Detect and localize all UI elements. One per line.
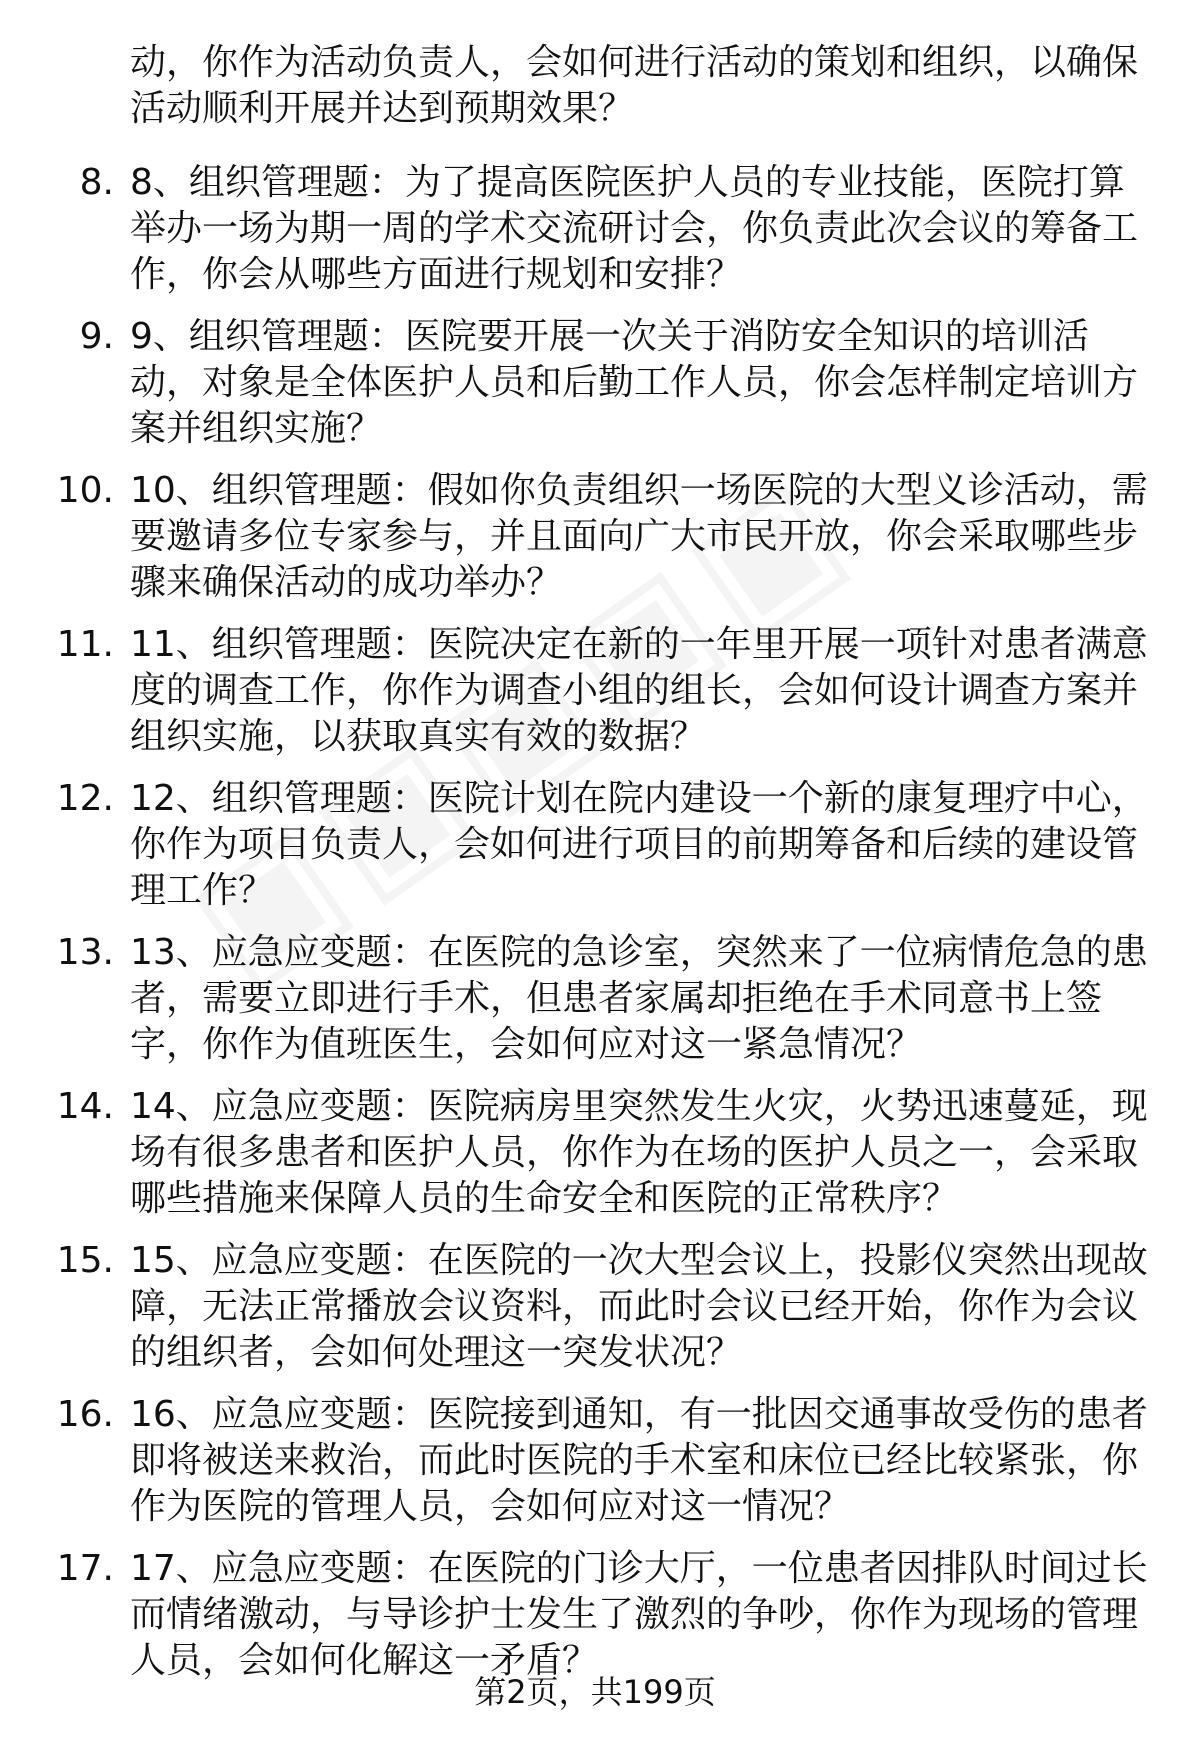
list-item xyxy=(0,314,1190,452)
question-list xyxy=(0,160,1190,1700)
item-number: 17. xyxy=(56,1548,114,1589)
item-number: 15. xyxy=(56,1240,114,1281)
list-item xyxy=(0,1084,1190,1222)
list-item xyxy=(0,468,1190,606)
item-number: 14. xyxy=(56,1086,114,1127)
page-footer: 第2页，共199页 xyxy=(474,1673,716,1711)
list-item xyxy=(0,1238,1190,1376)
list-item xyxy=(0,622,1190,760)
item-number: 16. xyxy=(56,1394,114,1435)
item-text: 9、组织管理题：医院要开展一次关于消防安全知识的培训活动，对象是全体医护人员和后勤工作人员，你会怎样制定培训方案并组织实施？ xyxy=(130,316,1139,449)
item-text: 11、组织管理题：医院决定在新的一年里开展一项针对患者满意度的调查工作，你作为调查小组的组长，会如何设计调查方案并组织实施，以获取真实有效的数据？ xyxy=(130,624,1148,757)
item-number: 10. xyxy=(56,470,114,511)
item-text: 15、应急应变题：在医院的一次大型会议上，投影仪突然出现故障，无法正常播放会议资料，而此时会议已经开始，你作为会议的组织者，会如何处理这一突发状况？ xyxy=(130,1240,1148,1373)
item-number: 12. xyxy=(56,778,114,819)
item-text: 12、组织管理题：医院计划在院内建设一个新的康复理疗中心，你作为项目负责人，会如何进行项目的前期筹备和后续的建设管理工作？ xyxy=(130,778,1148,911)
continuation-paragraph: 动，你作为活动负责人，会如何进行活动的策划和组织，以确保活动顺利开展并达到预期效果？ xyxy=(130,42,1139,129)
item-number: 8. xyxy=(79,162,114,203)
item-number: 13. xyxy=(56,932,114,973)
item-text: 16、应急应变题：医院接到通知，有一批因交通事故受伤的患者即将被送来救治，而此时医院的手术室和床位已经比较紧张，你作为医院的管理人员，会如何应对这一情况？ xyxy=(130,1394,1148,1527)
list-item xyxy=(0,1546,1190,1684)
list-item xyxy=(0,160,1190,298)
item-text: 10、组织管理题：假如你负责组织一场医院的大型义诊活动，需要邀请多位专家参与，并且面向广大市民开放，你会采取哪些步骤来确保活动的成功举办？ xyxy=(130,470,1148,603)
item-number: 11. xyxy=(56,624,114,665)
list-item xyxy=(0,776,1190,914)
item-text: 13、应急应变题：在医院的急诊室，突然来了一位病情危急的患者，需要立即进行手术，但患者家属却拒绝在手术同意书上签字，你作为值班医生，会如何应对这一紧急情况？ xyxy=(130,932,1148,1065)
list-item xyxy=(0,1392,1190,1530)
item-number: 9. xyxy=(79,316,114,357)
item-text: 17、应急应变题：在医院的门诊大厅，一位患者因排队时间过长而情绪激动，与导诊护士发生了激烈的争吵，你作为现场的管理人员，会如何化解这一矛盾？ xyxy=(130,1548,1148,1681)
item-text: 8、组织管理题：为了提高医院医护人员的专业技能，医院打算举办一场为期一周的学术交流研讨会，你负责此次会议的筹备工作，你会从哪些方面进行规划和安排？ xyxy=(130,162,1139,295)
list-item xyxy=(0,930,1190,1068)
item-text: 14、应急应变题：医院病房里突然发生火灾，火势迅速蔓延，现场有很多患者和医护人员，你作为在场的医护人员之一，会采取哪些措施来保障人员的生命安全和医院的正常秩序？ xyxy=(130,1086,1148,1219)
